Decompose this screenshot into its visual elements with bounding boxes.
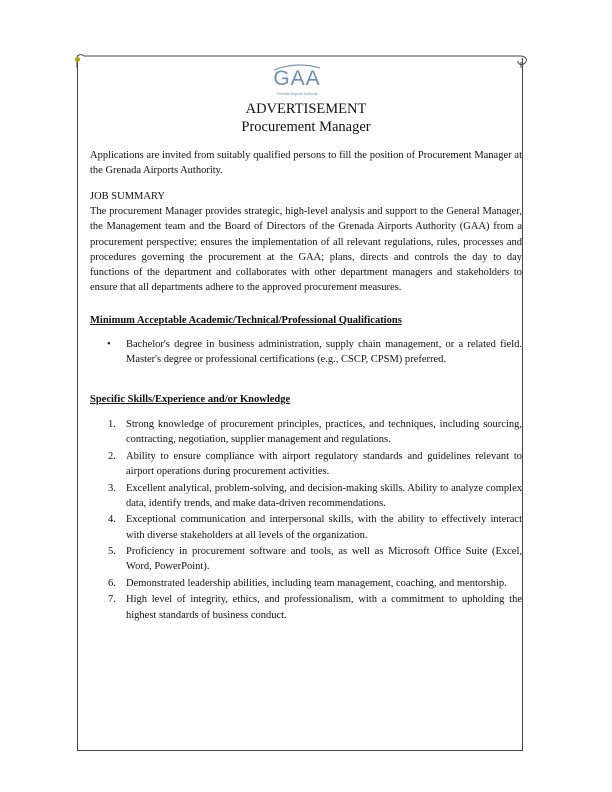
skill-item: [90, 544, 522, 575]
skill-item: [90, 481, 522, 512]
skill-text: High level of integrity, ethics, and professionalism, with a commitment to upholding the highest standards of business conduct.: [126, 594, 522, 621]
skill-item: [90, 417, 522, 448]
skill-number: 6.: [108, 577, 116, 589]
logo-text: GAA: [273, 67, 321, 90]
skill-text: Proficiency in procurement software and tools, as well as Microsoft Office Suite (Excel, Word, PowerPoint).: [126, 546, 522, 573]
job-summary-text: The procurement Manager provides strategic, high-level analysis and support to the General Manager, the Management team and the Board of Directors of the Grenada Airports Authority (GAA) from a procurement perspective; ensures the implementation of all relevant regulations, rules, processes and procedures governing the procurement at the GAA; plans, directs and controls the day to day functions of the department and collaborates with other department managers and stakeholders to ensure that all departments adhere to the approved procurement measures.: [90, 206, 522, 294]
skills-list: [90, 417, 522, 624]
logo-swoosh-icon: [272, 63, 322, 71]
skill-number: 5.: [108, 546, 116, 558]
skill-number: 1.: [108, 419, 116, 430]
logo-subtext: Grenada Airports Authority: [276, 92, 318, 96]
skill-item: [90, 449, 522, 480]
qualifications-heading: Minimum Acceptable Academic/Technical/Professional Qualifications: [90, 315, 402, 326]
qualification-text: Bachelor's degree in business administration, supply chain management, or a related field. Master's degree or professional certifications (e.g., CSCP, CPSM) preferred.: [126, 339, 522, 366]
skill-item: [90, 592, 522, 623]
skill-item: [90, 512, 522, 543]
skill-number: 7.: [108, 594, 116, 606]
gaa-logo: [262, 64, 332, 104]
skill-text: Exceptional communication and interpersonal skills, with the ability to effectively interact with diverse stakeholders at all levels of the organization.: [126, 514, 522, 541]
skills-heading: Specific Skills/Experience and/or Knowledge: [90, 394, 291, 405]
skill-text: Ability to ensure compliance with airport regulatory standards and guidelines relevant to airport operations during procurement activities.: [126, 450, 522, 478]
skill-number: 2.: [108, 450, 116, 462]
skill-number: 4.: [108, 514, 116, 526]
pin-icon: [75, 57, 80, 62]
page-subtitle: Procurement Manager: [241, 119, 371, 135]
job-summary-heading: JOB SUMMARY: [90, 191, 165, 202]
page-title: ADVERTISEMENT: [245, 101, 367, 117]
skill-number: 3.: [108, 482, 116, 494]
skill-text: Strong knowledge of procurement principles, practices, and techniques, including sourcing, contracting, negotiation, supplier management and regulations.: [126, 419, 522, 446]
skill-text: Demonstrated leadership abilities, including team management, coaching, and mentorship.: [126, 577, 507, 589]
skill-text: Excellent analytical, problem-solving, and decision-making skills. Ability to analyze complex data, identify trends, and make data-driven recommendations.: [126, 482, 522, 509]
skill-item: [90, 576, 522, 591]
intro-paragraph: Applications are invited from suitably qualified persons to fill the position of Procurement Manager at the Grenada Airports Authority.: [90, 150, 522, 177]
bullet-icon: •: [107, 339, 111, 350]
